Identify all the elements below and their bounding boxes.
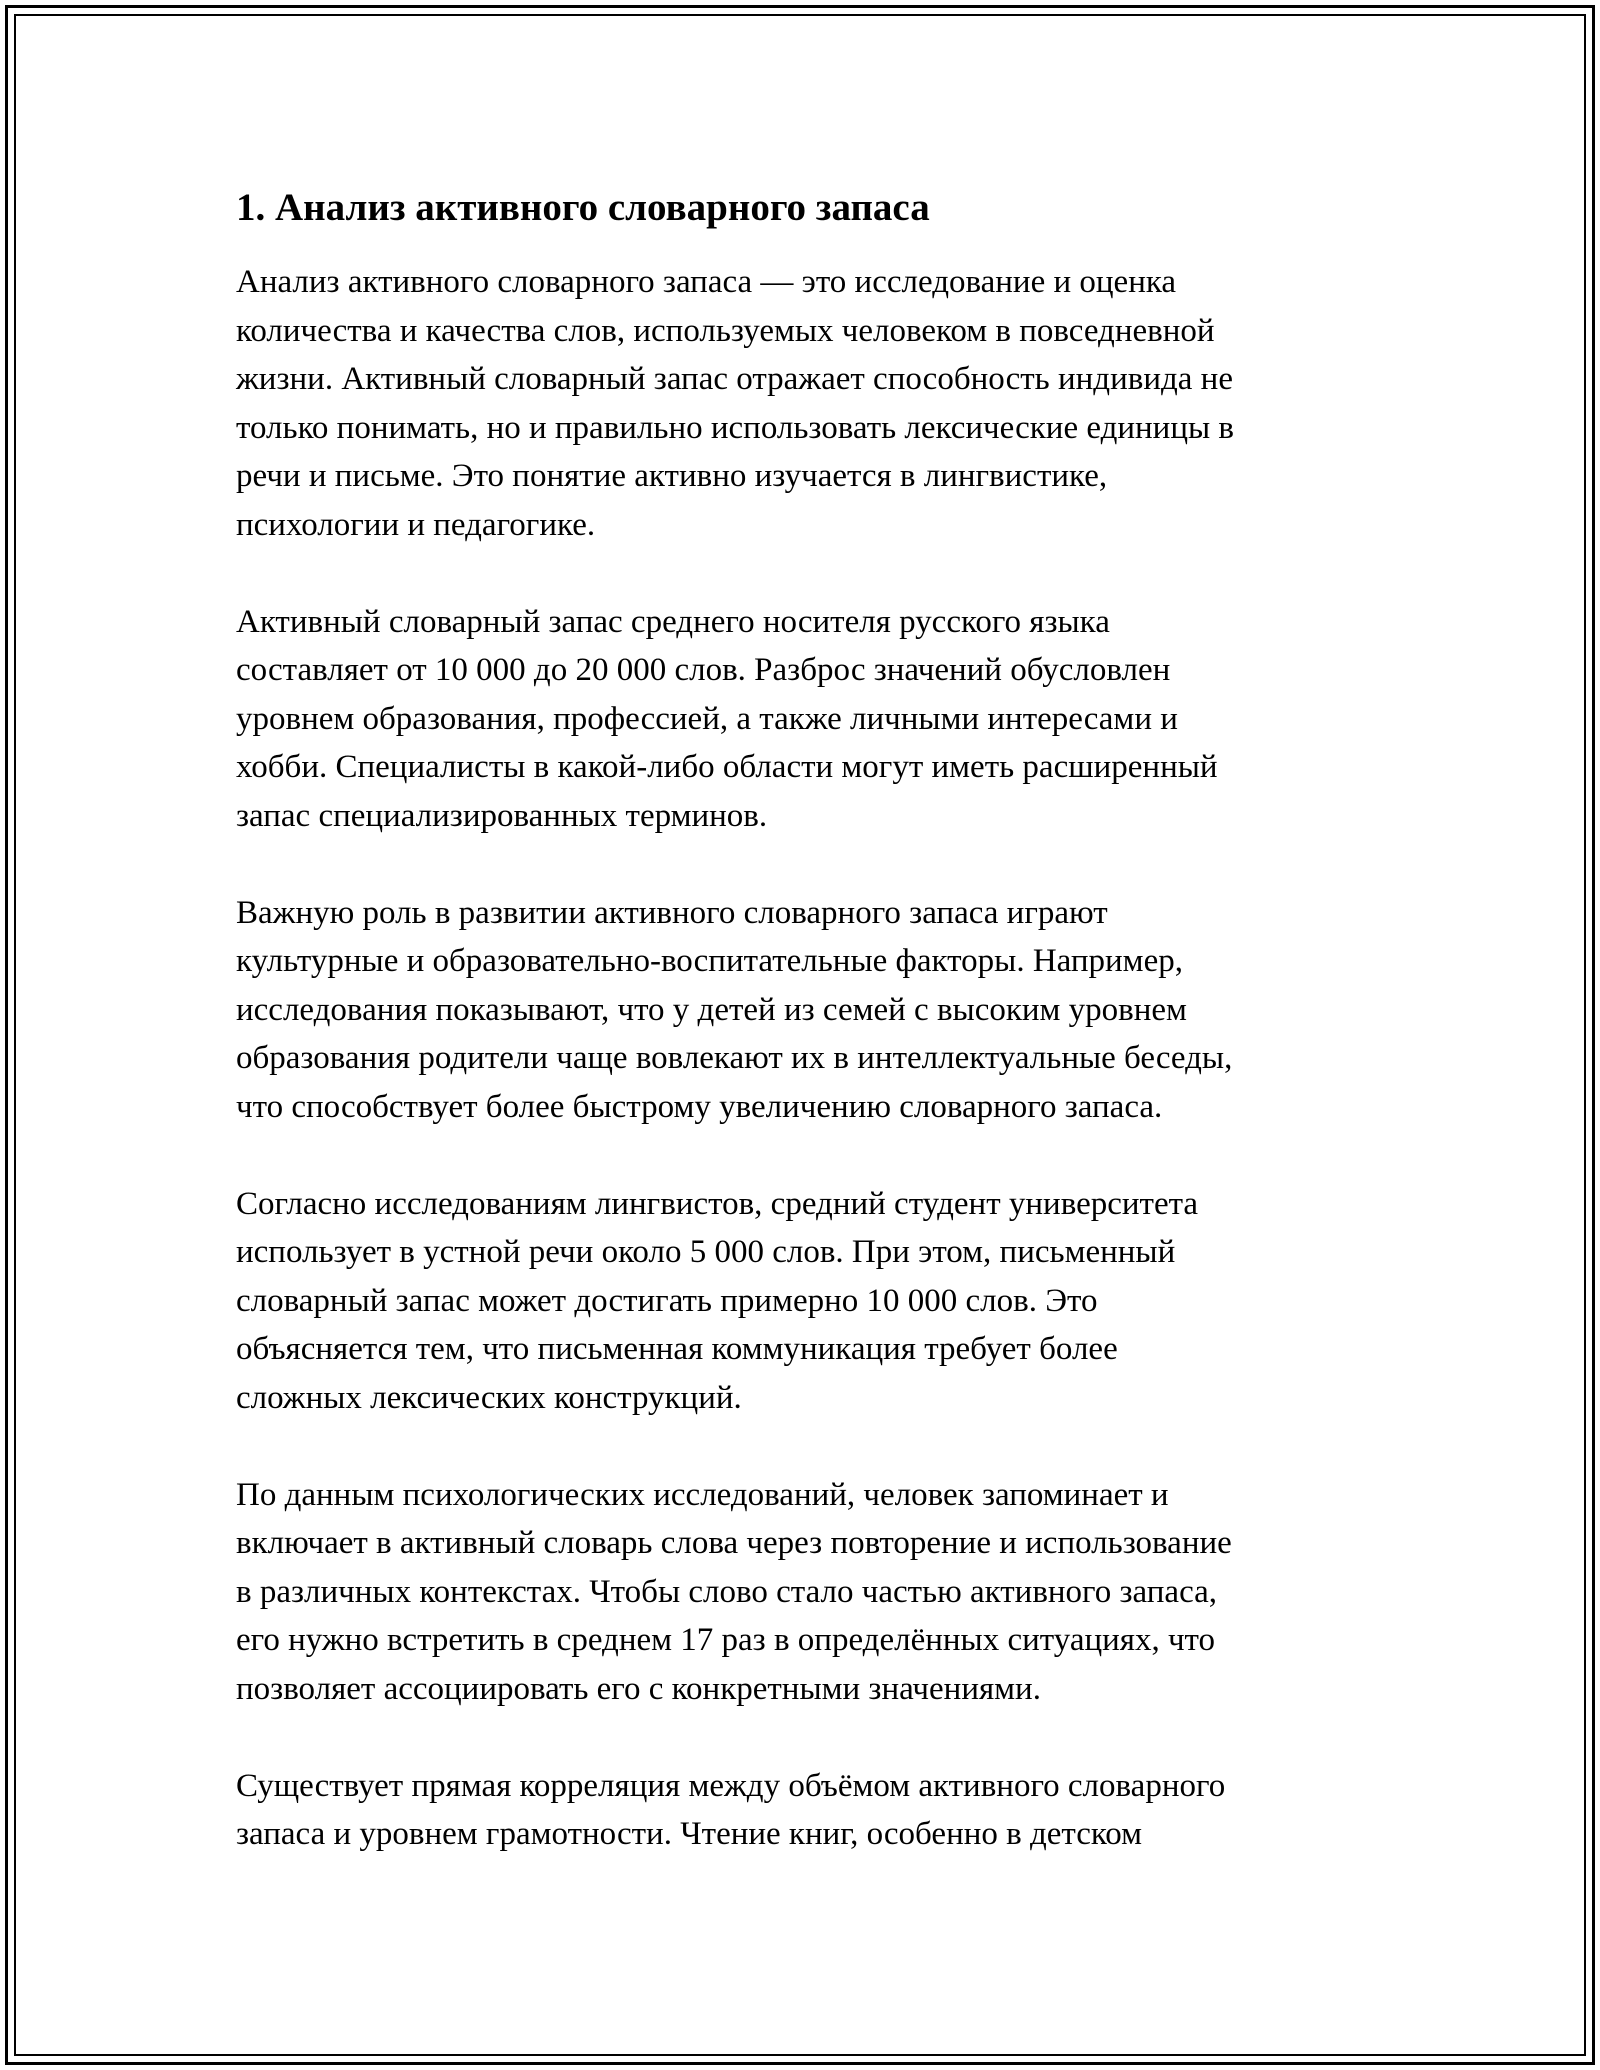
paragraph-line: культурные и образовательно-воспитательные факторы. Например, [236, 943, 1183, 979]
paragraph-line: речи и письме. Это понятие активно изучается в лингвистике, [236, 458, 1108, 494]
paragraph-line: использует в устной речи около 5 000 слов. При этом, письменный [236, 1234, 1176, 1270]
paragraph-line: психологии и педагогике. [236, 506, 596, 543]
paragraph-line: позволяет ассоциировать его с конкретными значениями. [236, 1670, 1041, 1707]
paragraph-line: образования родители чаще вовлекают их в интеллектуальные беседы, [236, 1040, 1233, 1076]
paragraph-line: в различных контекстах. Чтобы слово стало частью активного запаса, [236, 1573, 1218, 1610]
paragraph-line: исследования показывают, что у детей из семей с высоким уровнем [236, 991, 1187, 1028]
paragraph-line: уровнем образования, профессией, а также личными интересами и [236, 700, 1178, 737]
paragraph-line: Анализ активного словарного запаса — это исследование и оценка [236, 264, 1177, 300]
paragraph-line: только понимать, но и правильно использовать лексические единицы в [236, 409, 1235, 446]
paragraph [236, 1762, 1366, 1859]
paragraph-line: Существует прямая корреляция между объёмом активного словарного [236, 1767, 1226, 1804]
paragraph-line: запас специализированных терминов. [236, 797, 768, 834]
paragraph-line: объясняется тем, что письменная коммуникация требует более [236, 1331, 1118, 1367]
paragraph [236, 258, 1366, 549]
paragraph-line: жизни. Активный словарный запас отражает способность индивида не [236, 361, 1233, 397]
paragraph-line: включает в активный словарь слова через повторение и использование [236, 1525, 1232, 1561]
document-body [236, 184, 1366, 1907]
paragraph-line: Важную роль в развитии активного словарного запаса играют [236, 894, 1108, 931]
paragraph [236, 889, 1366, 1132]
paragraph-line: Согласно исследованиям лингвистов, средний студент университета [236, 1185, 1199, 1222]
paragraph-line: хобби. Специалисты в какой-либо области могут иметь расширенный [236, 749, 1218, 785]
page-title: 1. Анализ активного словарного запаса [236, 186, 930, 229]
paragraph-list [236, 258, 1366, 1859]
paragraph-line: составляет от 10 000 до 20 000 слов. Разброс значений обусловлен [236, 652, 1171, 688]
paragraph [236, 598, 1366, 841]
paragraph-line: словарный запас может достигать примерно 10 000 слов. Это [236, 1282, 1098, 1319]
paragraph-line: его нужно встретить в среднем 17 раз в определённых ситуациях, что [236, 1622, 1216, 1658]
paragraph-line: Активный словарный запас среднего носителя русского языка [236, 603, 1110, 640]
paragraph [236, 1471, 1366, 1714]
paragraph [236, 1180, 1366, 1423]
paragraph-line: запаса и уровнем грамотности. Чтение книг, особенно в детском [236, 1816, 1142, 1852]
paragraph-line: По данным психологических исследований, человек запоминает и [236, 1476, 1169, 1513]
paragraph-line: сложных лексических конструкций. [236, 1379, 742, 1416]
paragraph-line: количества и качества слов, используемых человеком в повседневной [236, 312, 1215, 349]
paragraph-line: что способствует более быстрому увеличению словарного запаса. [236, 1088, 1163, 1125]
